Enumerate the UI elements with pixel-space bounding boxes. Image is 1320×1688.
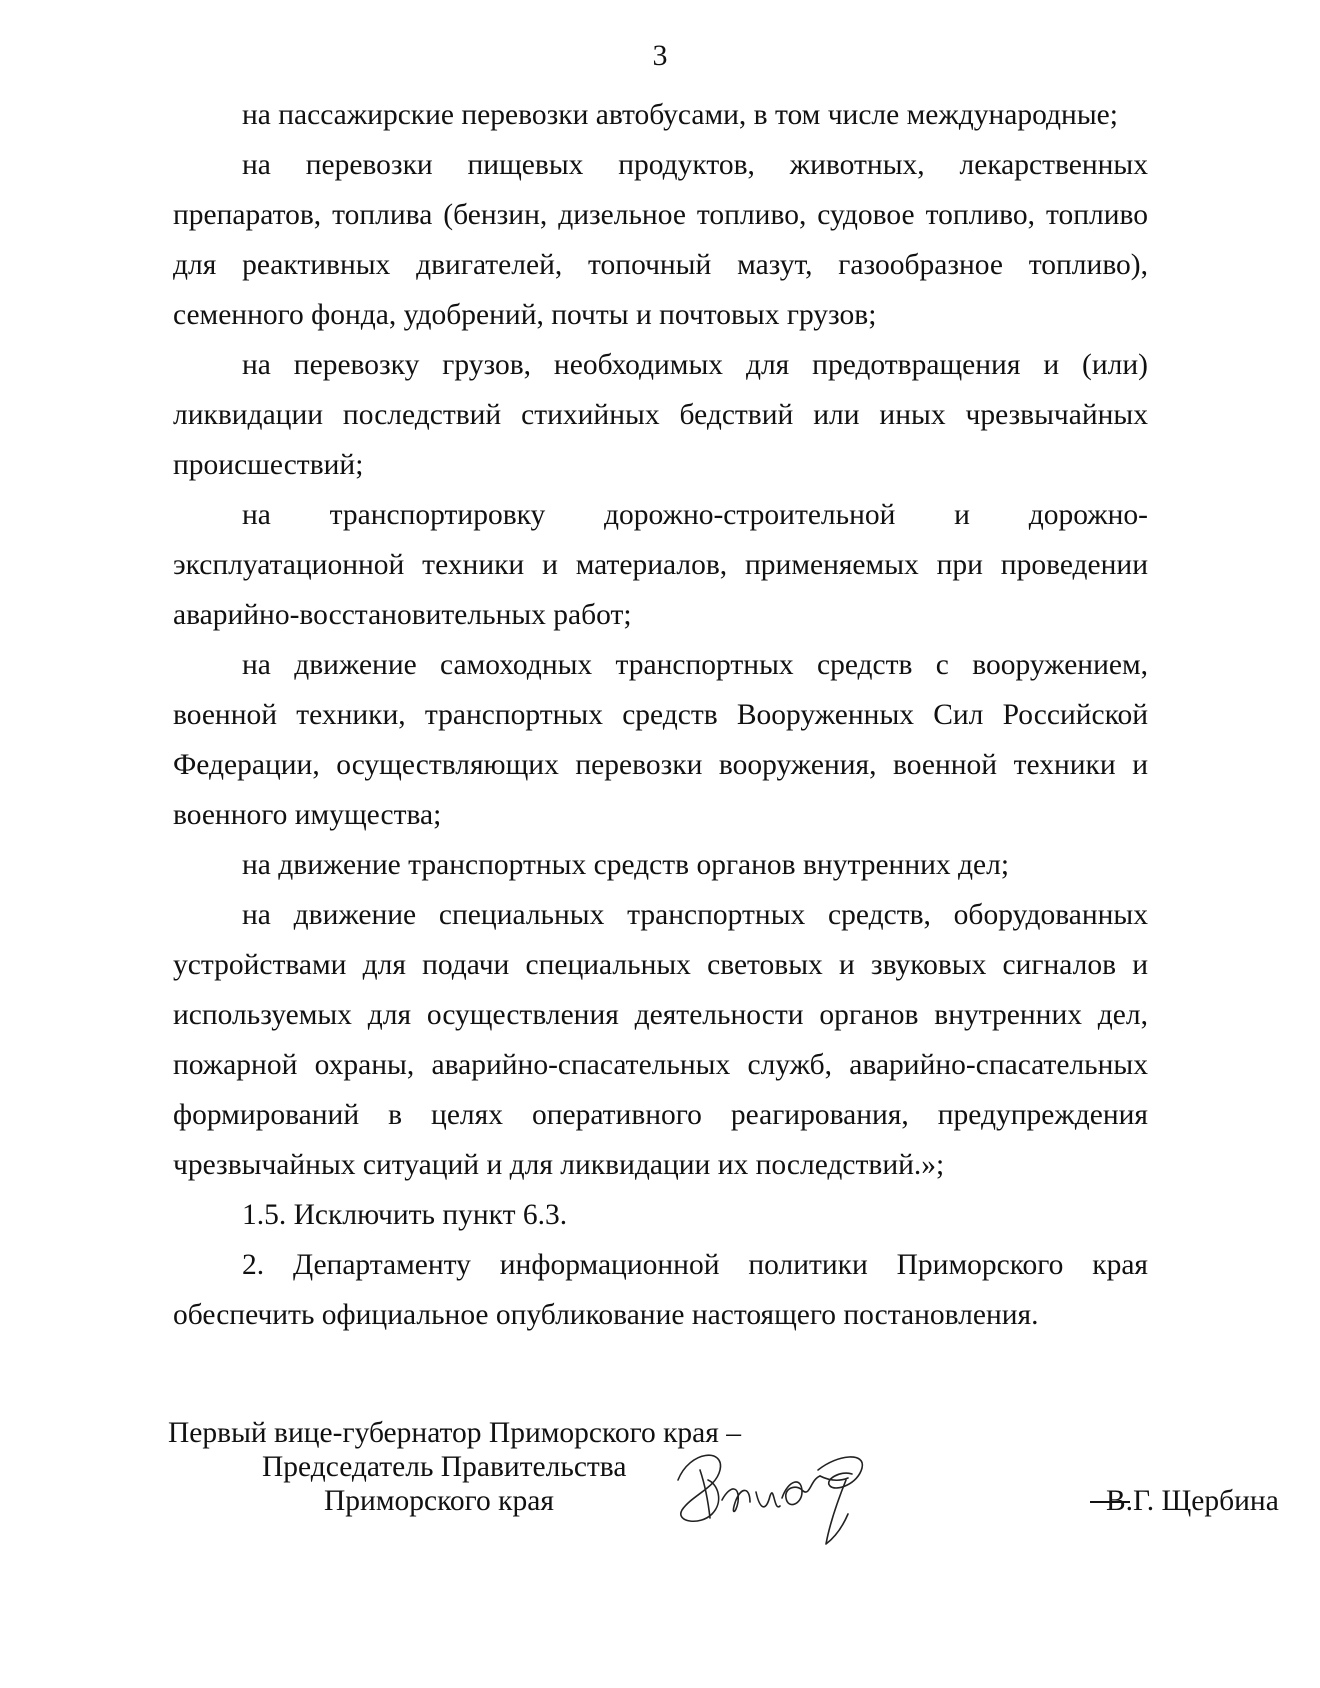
signatory-name: В.Г. Щербина [1106,1485,1279,1517]
signatory-title-line3: Приморского края [324,1485,554,1517]
signature-block [168,1416,1279,1536]
handwritten-signature [670,1440,900,1550]
signatory-title-line1: Первый вице-губернатор Приморского края – [168,1417,741,1449]
paragraph-special-vehicles: на движение специальных транспортных средств, оборудованных устройствами для подачи специальных световых и звуковых сигналов и используемых для осуществления деятельности органов внутренних дел, пожарной охраны, аварийно-спасательных служб, аварийно-спасательных формирований в целях оперативного реагирования, предупреждения чрезвычайных ситуаций и для ликвидации их последствий.»; [173,899,1148,1181]
paragraph-food-fuel-transport: на перевозки пищевых продуктов, животных, лекарственных препаратов, топлива (бензин, дизельное топливо, судовое топливо, топливо для реактивных двигателей, топочный мазут, газообразное топливо), семенного фонда, удобрений, почты и почтовых грузов; [173,149,1148,331]
document-body [173,90,1148,1340]
paragraph-internal-affairs-vehicles: на движение транспортных средств органов внутренних дел; [242,849,1010,881]
signatory-title-line2: Председатель Правительства [262,1451,627,1483]
paragraph-publication-order: 2. Департаменту информационной политики Приморского края обеспечить официальное опубликование настоящего постановления. [173,1249,1148,1331]
paragraph-disaster-cargo: на перевозку грузов, необходимых для предотвращения и (или) ликвидации последствий стихийных бедствий или иных чрезвычайных происшествий; [173,349,1148,481]
paragraph-military-vehicles: на движение самоходных транспортных средств с вооружением, военной техники, транспортных средств Вооруженных Сил Российской Федерации, осуществляющих перевозки вооружения, военной техники и военного имущества; [173,649,1148,831]
paragraph-road-machinery: на транспортировку дорожно-строительной и дорожно-эксплуатационной техники и материалов, применяемых при проведении аварийно-восстановительных работ; [173,499,1148,631]
paragraph-exclude-clause: 1.5. Исключить пункт 6.3. [242,1199,568,1231]
page-number: 3 [652,39,668,72]
paragraph-passenger-transport: на пассажирские перевозки автобусами, в том числе международные; [242,99,1118,131]
